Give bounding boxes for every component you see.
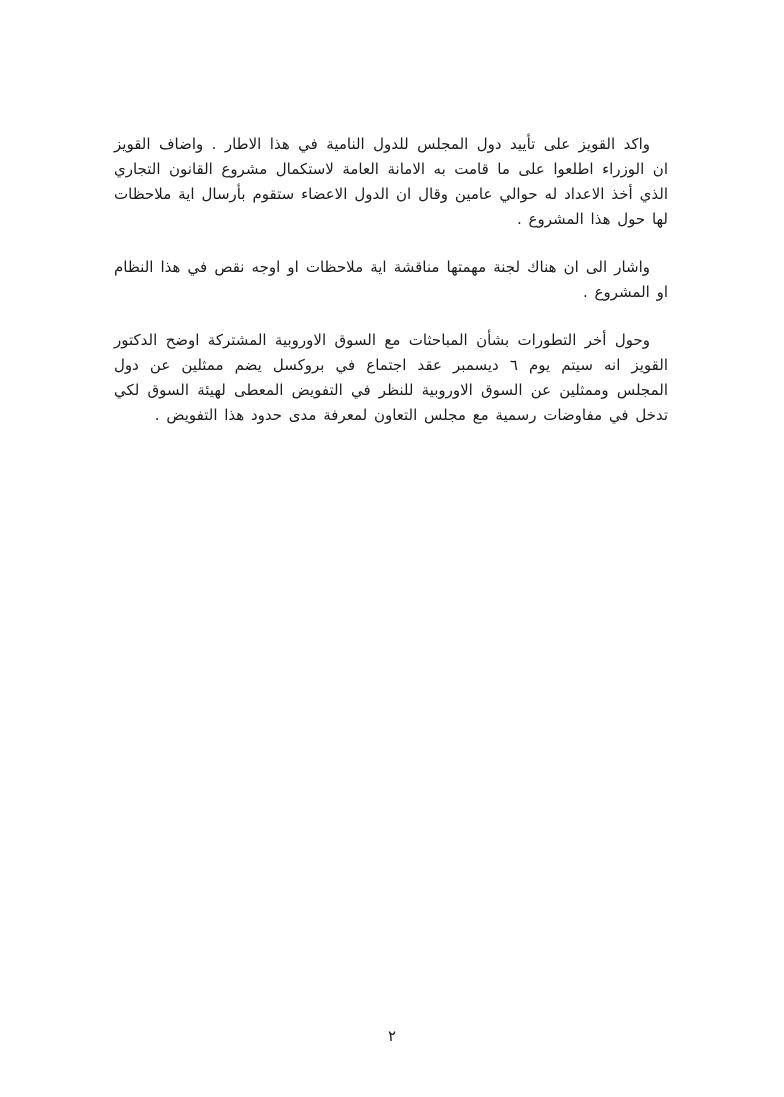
page-number: ٢ bbox=[387, 1027, 397, 1045]
paragraph-3: وحول أخر التطورات بشأن المباحثات مع السوق الاوروبية المشتركة اوضح الدكتور القويز انه سيتم يوم ٦ ديسمبر عقد اجتماع في بروكسل يضم ممثلين عن دول المجلس وممثلين عن السوق الاوروبية للنظر في التفويض المعطى لهيئة السوق لكي تدخل في مفاوضات رسمية مع مجلس التعاون لمعرفة مدى حدود هذا التفويض . bbox=[114, 331, 668, 424]
paragraph-2: واشار الى ان هناك لجنة مهمتها مناقشة اية ملاحظات او اوجه نقص في هذا النظام او المشروع . bbox=[114, 258, 668, 301]
document-body bbox=[114, 132, 668, 451]
paragraph-1: واكد القويز على تأييد دول المجلس للدول النامية في هذا الاطار . واضاف القويز ان الوزراء اطلعوا على ما قامت به الامانة العامة لاستكمال مشروع القانون التجاري الذي أخذ الاعداد له حوالي عامين وقال ان الدول الاعضاء ستقوم بأرسال اية ملاحظات لها حول هذا المشروع . bbox=[114, 135, 668, 228]
